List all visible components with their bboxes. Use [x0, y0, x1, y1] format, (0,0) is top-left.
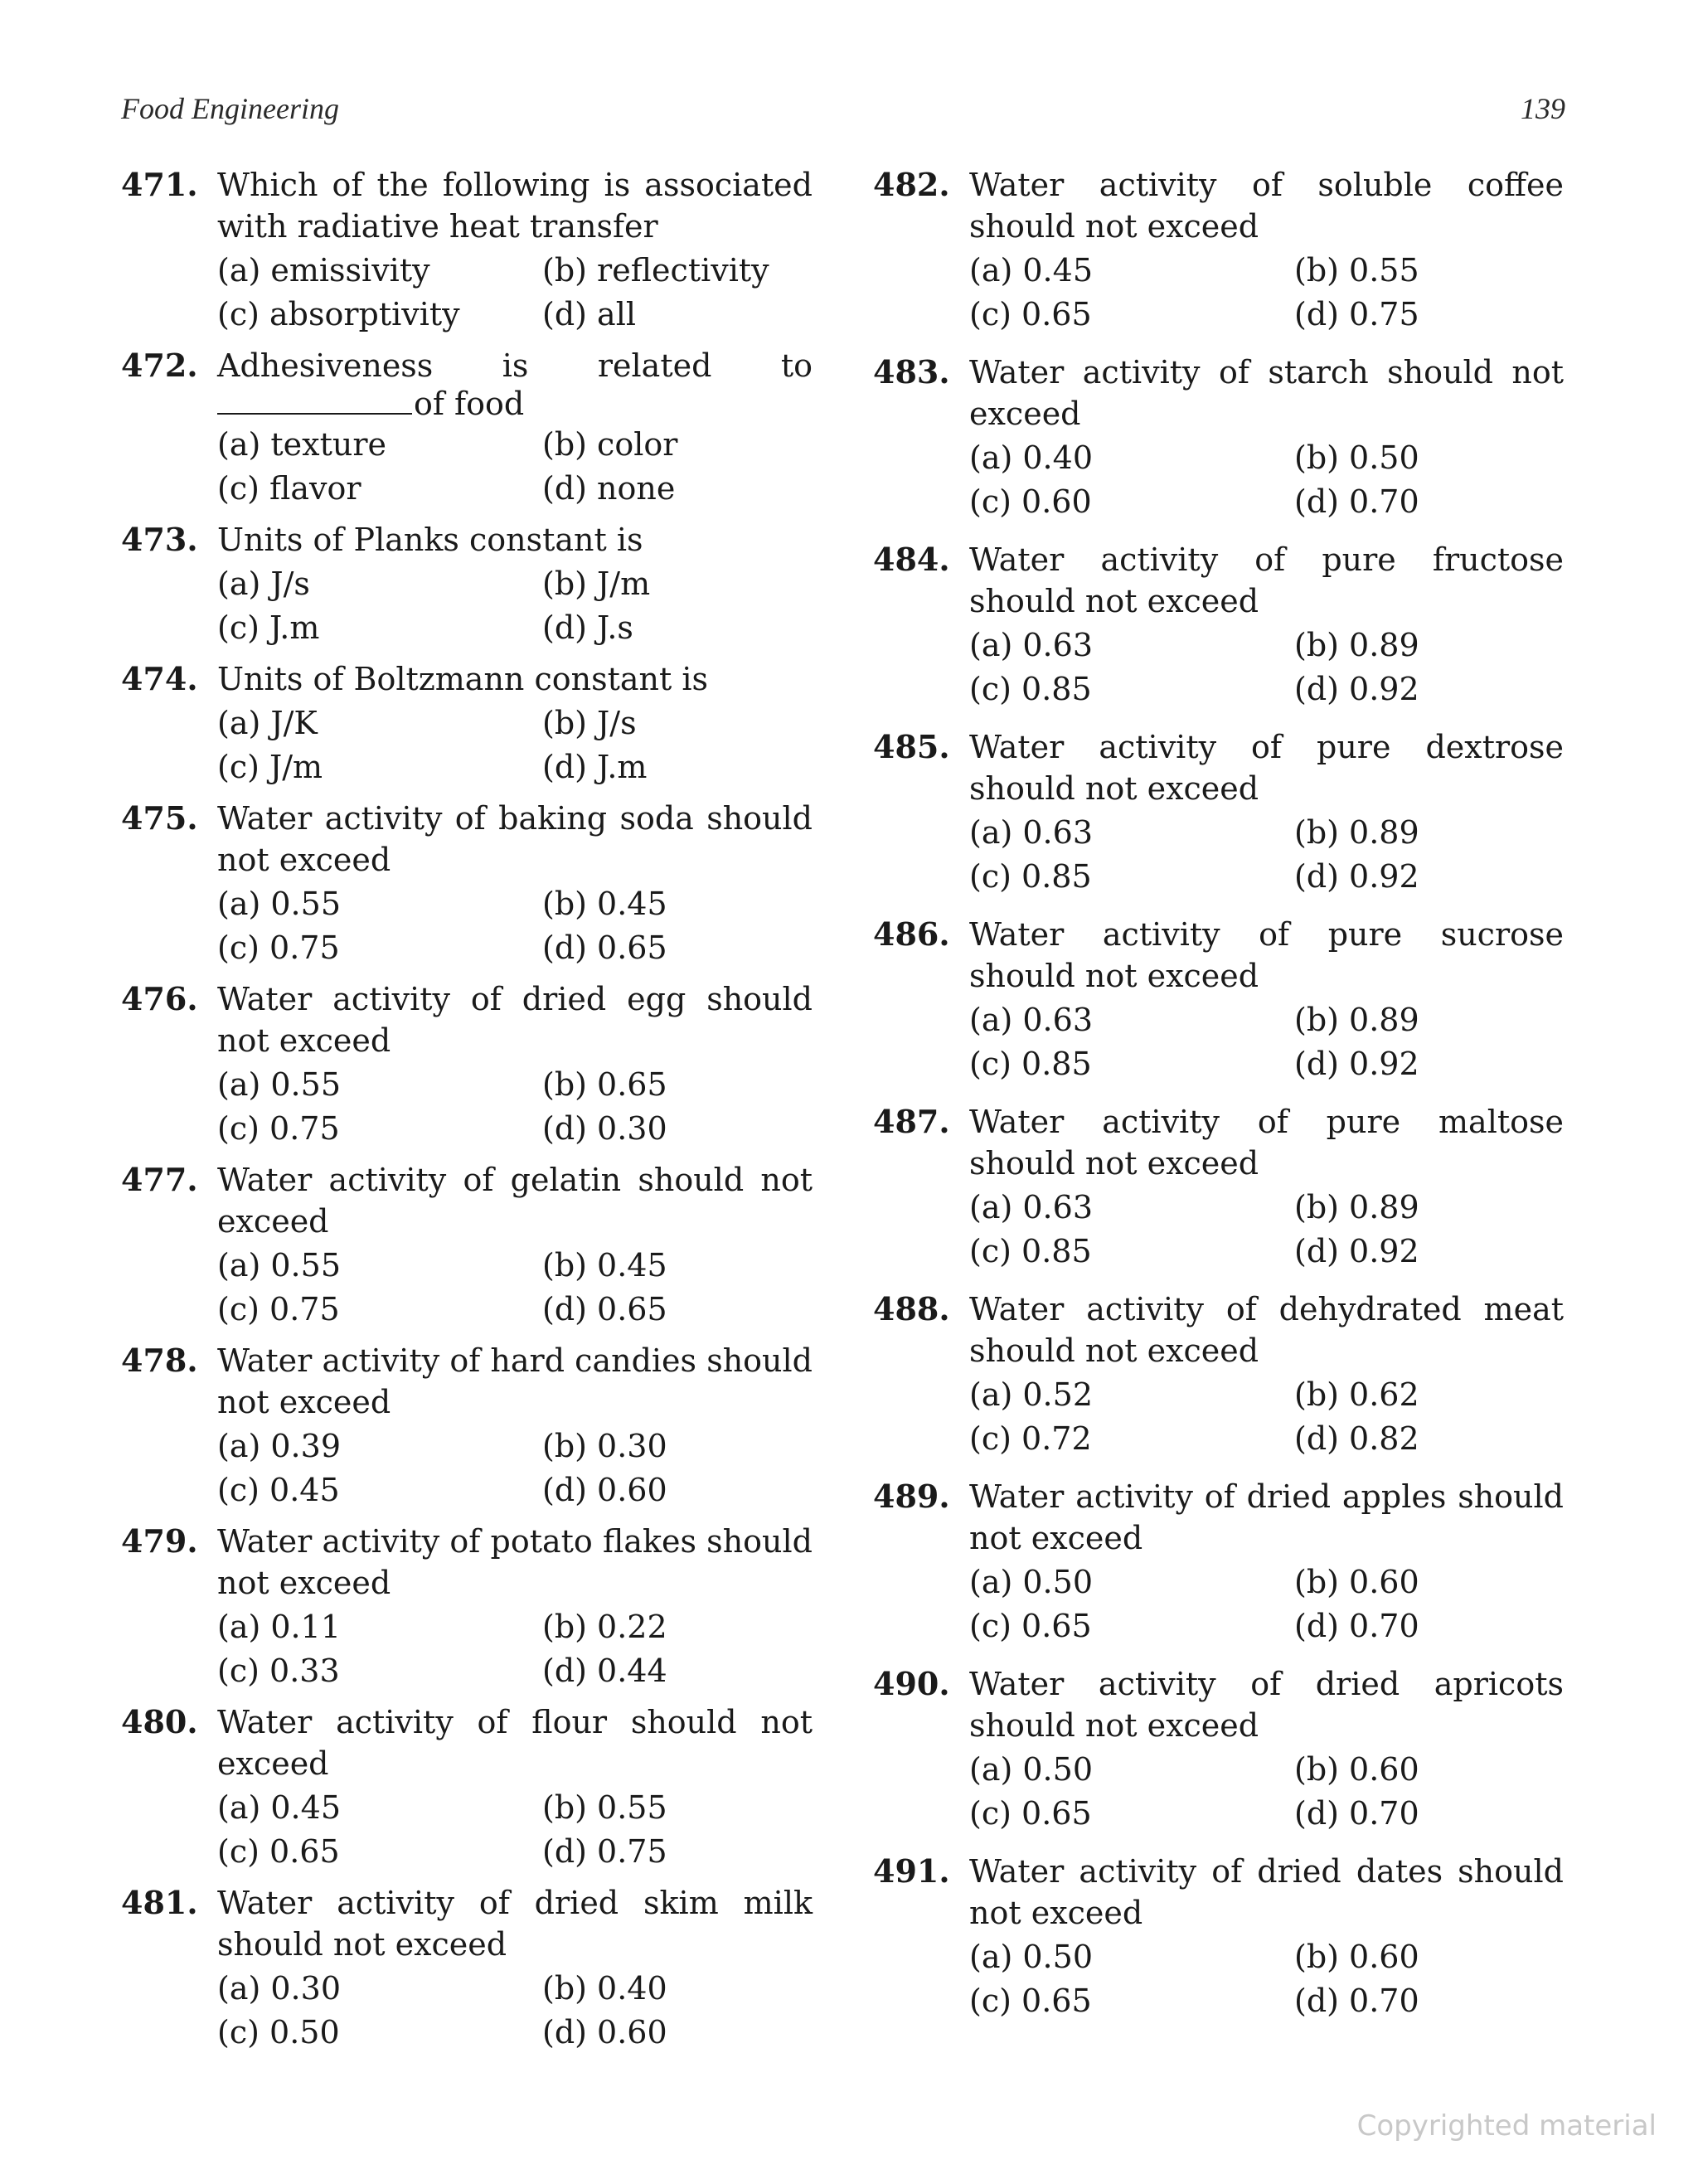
option-c: (c) 0.50 — [217, 2014, 340, 2051]
question-text: Water activity of baking soda should not exceed — [217, 800, 813, 878]
option-c: (c) 0.72 — [969, 1420, 1092, 1457]
question-number: 484. — [873, 541, 950, 578]
option-a: (a) 0.50 — [969, 1564, 1093, 1600]
running-title: Food Engineering — [121, 92, 339, 125]
option-d: (d) 0.60 — [542, 1472, 667, 1508]
question-number: 481. — [121, 1884, 198, 1921]
option-b: (b) 0.89 — [1294, 627, 1419, 663]
option-c: (c) 0.65 — [969, 1795, 1092, 1832]
option-a: (a) 0.63 — [969, 1002, 1093, 1038]
question-text: Water activity of gelatin should not exceed — [217, 1162, 813, 1240]
question-486 — [873, 914, 1564, 1086]
question-number: 487. — [873, 1103, 950, 1140]
option-a: (a) 0.55 — [217, 1247, 341, 1284]
question-text: Water activity of pure sucrose should not exceed — [969, 916, 1564, 994]
question-number: 479. — [121, 1522, 198, 1560]
option-d: (d) 0.65 — [542, 1291, 667, 1327]
option-d: (d) 0.65 — [542, 929, 667, 966]
option-b: (b) 0.30 — [542, 1428, 667, 1464]
option-c: (c) J.m — [217, 609, 320, 646]
option-c: (c) J/m — [217, 749, 323, 785]
option-a: (a) 0.40 — [969, 439, 1093, 476]
option-b: (b) 0.60 — [1294, 1751, 1419, 1788]
option-b: (b) 0.89 — [1294, 814, 1419, 851]
option-b: (b) J/m — [542, 565, 651, 602]
question-number: 485. — [873, 728, 950, 765]
question-number: 486. — [873, 915, 950, 953]
option-d: (d) 0.75 — [542, 1833, 667, 1870]
option-b: (b) reflectivity — [542, 252, 769, 289]
question-text: Water activity of hard candies should not exceed — [217, 1342, 813, 1420]
option-c: (c) 0.45 — [217, 1472, 340, 1508]
option-a: (a) 0.50 — [969, 1939, 1093, 1975]
fill-in-blank — [217, 413, 412, 415]
option-a: (a) 0.39 — [217, 1428, 341, 1464]
option-c: (c) 0.65 — [969, 1608, 1092, 1644]
option-b: (b) 0.89 — [1294, 1189, 1419, 1225]
option-c: (c) 0.60 — [969, 483, 1092, 520]
question-number: 483. — [873, 353, 950, 391]
option-b: (b) 0.45 — [542, 886, 667, 922]
question-475 — [121, 798, 813, 970]
question-text: Units of Boltzmann constant is — [217, 661, 709, 697]
question-474 — [121, 658, 813, 789]
option-a: (a) 0.45 — [969, 252, 1093, 289]
question-text: Water activity of pure dextrose should not exceed — [969, 729, 1564, 807]
option-c: (c) 0.85 — [969, 1046, 1092, 1082]
page-header — [121, 91, 1565, 133]
question-484 — [873, 539, 1564, 711]
question-text: Water activity of dried apples should not exceed — [969, 1478, 1564, 1556]
option-b: (b) color — [542, 426, 678, 463]
option-c: (c) 0.75 — [217, 929, 340, 966]
question-number: 491. — [873, 1852, 950, 1890]
question-number: 473. — [121, 521, 198, 558]
option-d: (d) 0.70 — [1294, 1795, 1419, 1832]
option-d: (d) 0.70 — [1294, 483, 1419, 520]
option-b: (b) 0.89 — [1294, 1002, 1419, 1038]
question-481 — [121, 1882, 813, 2055]
option-d: (d) 0.44 — [542, 1653, 667, 1689]
option-b: (b) 0.45 — [542, 1247, 667, 1284]
option-a: (a) 0.30 — [217, 1970, 341, 2007]
option-d: (d) 0.60 — [542, 2014, 667, 2051]
option-a: (a) J/K — [217, 705, 318, 741]
question-text: Water activity of dried dates should not exceed — [969, 1853, 1564, 1931]
question-text: Water activity of flour should not exceed — [217, 1704, 813, 1782]
question-number: 477. — [121, 1161, 198, 1198]
option-d: (d) J.s — [542, 609, 633, 646]
option-b: (b) 0.55 — [542, 1789, 667, 1826]
question-number: 474. — [121, 660, 198, 697]
option-d: (d) none — [542, 470, 676, 507]
option-b: (b) 0.22 — [542, 1609, 667, 1645]
right-column — [873, 164, 1564, 2023]
question-number: 476. — [121, 980, 198, 1017]
option-c: (c) 0.75 — [217, 1291, 340, 1327]
question-text: Water activity of dried egg should not exceed — [217, 981, 813, 1059]
question-text: Water activity of dried apricots should not exceed — [969, 1666, 1564, 1744]
option-d: (d) 0.70 — [1294, 1608, 1419, 1644]
option-d: (d) all — [542, 296, 637, 332]
option-d: (d) J.m — [542, 749, 648, 785]
question-text: Units of Planks constant is — [217, 522, 643, 558]
option-a: (a) J/s — [217, 565, 310, 602]
option-a: (a) 0.45 — [217, 1789, 341, 1826]
question-text: Water activity of pure fructose should not exceed — [969, 541, 1564, 619]
question-text: Water activity of pure maltose should not exceed — [969, 1104, 1564, 1182]
option-b: (b) 0.55 — [1294, 252, 1419, 289]
question-488 — [873, 1289, 1564, 1461]
option-b: (b) 0.50 — [1294, 439, 1419, 476]
option-c: (c) 0.65 — [969, 1983, 1092, 2019]
question-number: 488. — [873, 1290, 950, 1327]
option-a: (a) 0.55 — [217, 1066, 341, 1103]
question-479 — [121, 1521, 813, 1693]
option-c: (c) 0.85 — [969, 858, 1092, 895]
question-text: Water activity of soluble coffee should not exceed — [969, 167, 1564, 245]
copyright-watermark: Copyrighted material — [1356, 2109, 1657, 2143]
option-a: (a) 0.52 — [969, 1376, 1093, 1413]
question-text-continued: of food — [414, 386, 525, 422]
option-b: (b) 0.65 — [542, 1066, 667, 1103]
question-number: 489. — [873, 1478, 950, 1515]
option-d: (d) 0.92 — [1294, 1233, 1419, 1269]
option-a: (a) 0.63 — [969, 814, 1093, 851]
option-b: (b) 0.60 — [1294, 1564, 1419, 1600]
question-477 — [121, 1159, 813, 1332]
question-490 — [873, 1663, 1564, 1836]
option-d: (d) 0.92 — [1294, 671, 1419, 707]
question-472 — [121, 345, 813, 511]
question-485 — [873, 726, 1564, 899]
page-number: 139 — [1521, 92, 1565, 125]
question-483 — [873, 352, 1564, 524]
question-text: Water activity of starch should not exceed — [969, 354, 1564, 432]
question-478 — [121, 1340, 813, 1512]
option-b: (b) 0.40 — [542, 1970, 667, 2007]
question-number: 490. — [873, 1665, 950, 1702]
option-a: (a) texture — [217, 426, 386, 463]
option-c: (c) absorptivity — [217, 296, 460, 332]
option-c: (c) 0.85 — [969, 671, 1092, 707]
question-489 — [873, 1476, 1564, 1648]
question-number: 471. — [121, 166, 198, 203]
question-text: Water activity of dried skim milk should not exceed — [217, 1885, 813, 1963]
question-text: Which of the following is associated with radiative heat transfer — [217, 167, 813, 245]
option-c: (c) flavor — [217, 470, 361, 507]
question-number: 480. — [121, 1703, 198, 1740]
question-482 — [873, 164, 1564, 337]
question-number: 475. — [121, 799, 198, 837]
question-471 — [121, 164, 813, 337]
option-c: (c) 0.65 — [969, 296, 1092, 332]
question-number: 482. — [873, 166, 950, 203]
option-a: (a) 0.11 — [217, 1609, 341, 1645]
question-473 — [121, 519, 813, 650]
question-491 — [873, 1851, 1564, 2023]
option-d: (d) 0.70 — [1294, 1983, 1419, 2019]
option-c: (c) 0.65 — [217, 1833, 340, 1870]
question-476 — [121, 978, 813, 1151]
left-column — [121, 164, 813, 2055]
option-c: (c) 0.75 — [217, 1110, 340, 1147]
option-d: (d) 0.82 — [1294, 1420, 1419, 1457]
question-number: 478. — [121, 1342, 198, 1379]
option-b: (b) 0.62 — [1294, 1376, 1419, 1413]
question-text: Water activity of dehydrated meat should not exceed — [969, 1291, 1564, 1369]
option-a: (a) 0.63 — [969, 1189, 1093, 1225]
option-a: (a) 0.63 — [969, 627, 1093, 663]
question-487 — [873, 1101, 1564, 1274]
question-480 — [121, 1701, 813, 1874]
option-b: (b) J/s — [542, 705, 637, 741]
option-b: (b) 0.60 — [1294, 1939, 1419, 1975]
question-text: Adhesiveness is related to — [217, 347, 813, 384]
option-d: (d) 0.75 — [1294, 296, 1419, 332]
option-a: (a) 0.55 — [217, 886, 341, 922]
option-c: (c) 0.85 — [969, 1233, 1092, 1269]
option-a: (a) 0.50 — [969, 1751, 1093, 1788]
option-d: (d) 0.30 — [542, 1110, 667, 1147]
question-text: Water activity of potato flakes should not exceed — [217, 1523, 813, 1601]
option-a: (a) emissivity — [217, 252, 430, 289]
option-c: (c) 0.33 — [217, 1653, 340, 1689]
option-d: (d) 0.92 — [1294, 1046, 1419, 1082]
question-number: 472. — [121, 347, 198, 384]
option-d: (d) 0.92 — [1294, 858, 1419, 895]
